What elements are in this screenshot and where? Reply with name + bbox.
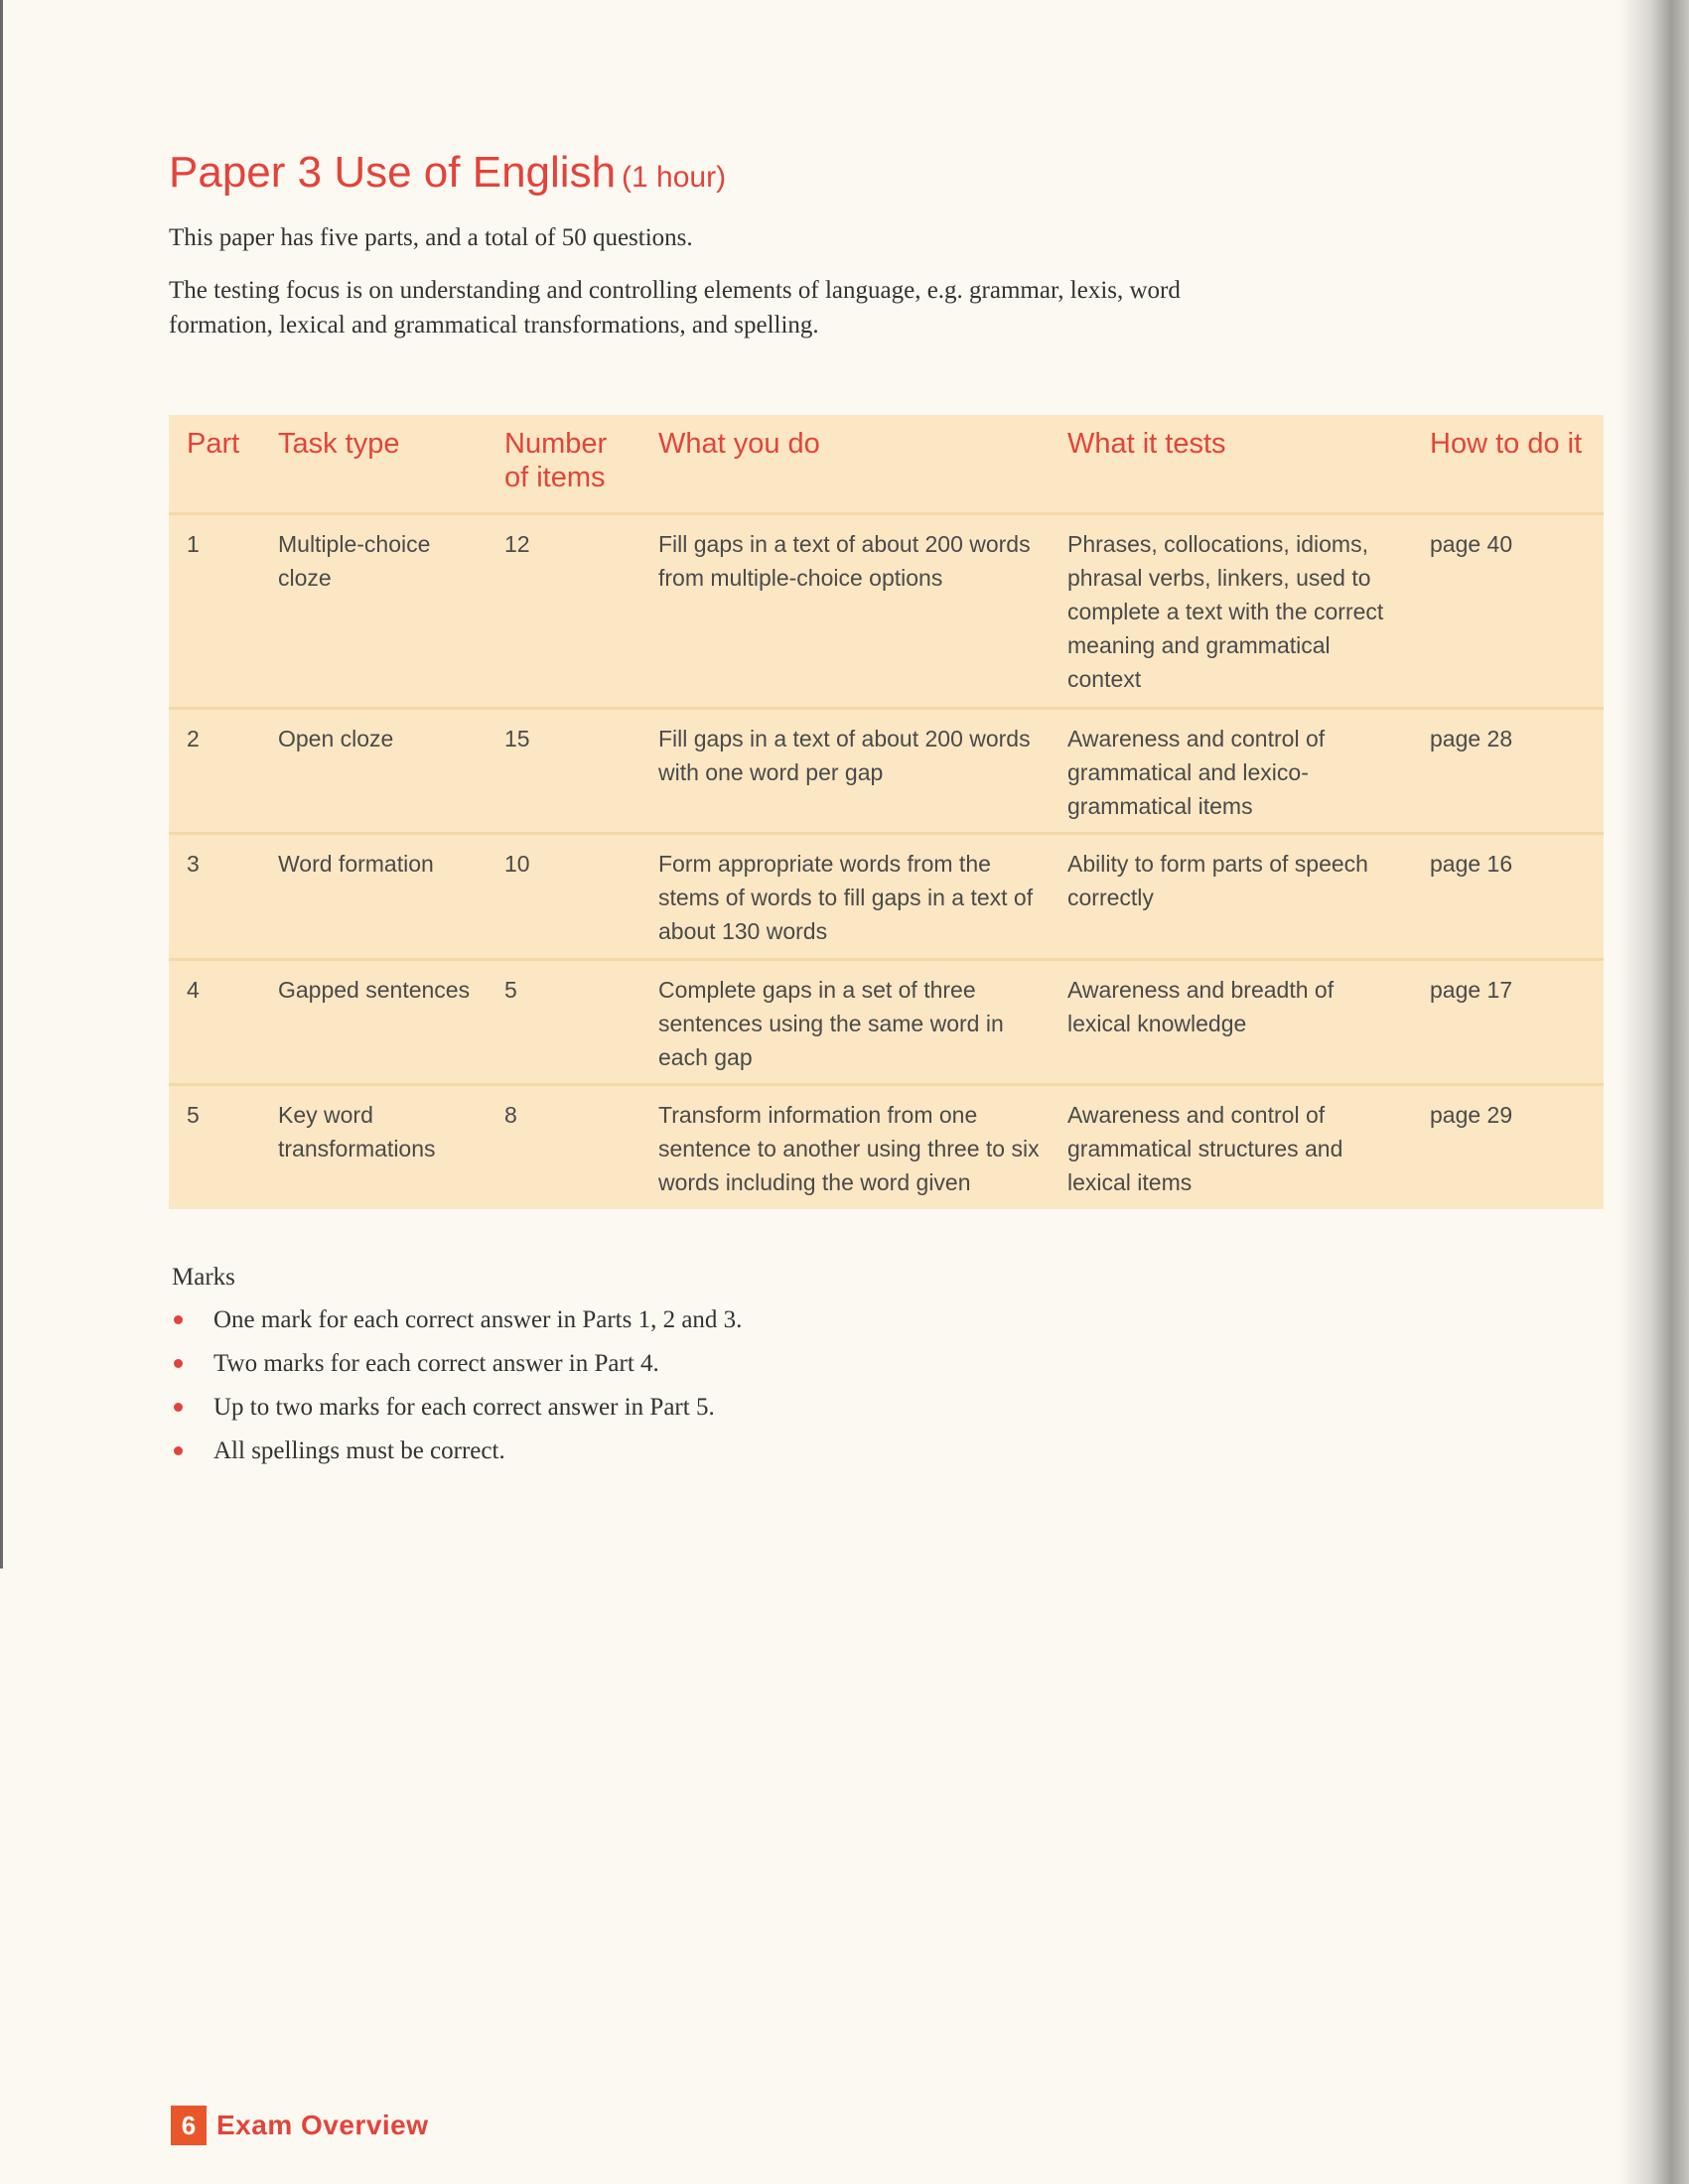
bullet-icon (174, 1315, 183, 1324)
cell-what-it-tests: Ability to form parts of speech correctly (1050, 834, 1412, 960)
page-edge-left (0, 0, 3, 1569)
bullet-icon (174, 1359, 183, 1368)
task-table (169, 415, 1604, 1209)
cell-how-to: page 17 (1412, 959, 1604, 1085)
cell-what-you-do: Fill gaps in a text of about 200 words with one word per gap (640, 708, 1050, 834)
header-part: Part (169, 415, 260, 514)
cell-items: 8 (504, 1102, 517, 1129)
intro-paragraph-2: The testing focus is on understanding and controlling elements of language, e.g. grammar, lexis, word formation, lexical and grammatical transformations, and spelling. (169, 277, 1181, 339)
cell-what-it-tests: Awareness and control of grammatical and lexico-grammatical items (1050, 708, 1412, 834)
cell-part: 4 (169, 959, 260, 1085)
header-how-to-do-it: How to do it (1412, 415, 1604, 514)
marks-list (172, 1303, 742, 1478)
list-item (172, 1347, 742, 1391)
bullet-icon (174, 1446, 183, 1455)
table-header-row (169, 415, 1604, 514)
cell-what-you-do: Transform information from one sentence to another using three to six words including the word given (658, 1102, 1040, 1196)
cell-part: 3 (169, 834, 260, 960)
cell-what-it-tests: Awareness and breadth of lexical knowledge (1050, 959, 1412, 1085)
cell-how-to: page 28 (1412, 708, 1604, 834)
cell-task-type: Open cloze (260, 708, 487, 834)
table-row (169, 514, 1604, 709)
list-item-text: One mark for each correct answer in Parts 1, 2 and 3. (213, 1306, 743, 1333)
cell-task-type: Word formation (260, 834, 487, 960)
intro-paragraph-1: This paper has five parts, and a total of 50 questions. (169, 224, 693, 251)
title-duration: (1 hour) (622, 161, 727, 194)
cell-part: 2 (169, 708, 260, 834)
cell-items: 10 (487, 834, 640, 960)
cell-how-to: page 40 (1412, 514, 1604, 709)
header-what-it-tests: What it tests (1050, 415, 1412, 514)
header-task-type: Task type (260, 415, 487, 514)
list-item (172, 1303, 742, 1347)
cell-part: 1 (169, 514, 260, 709)
cell-items: 15 (487, 708, 640, 834)
cell-task-type: Key word transformations (278, 1102, 436, 1162)
page-footer (171, 2105, 429, 2146)
table-row (169, 959, 1604, 1085)
list-item-text: Up to two marks for each correct answer in Part 5. (213, 1394, 715, 1421)
cell-how-to: page 16 (1412, 834, 1604, 960)
bullet-icon (174, 1403, 183, 1412)
table-row (169, 708, 1604, 834)
cell-what-it-tests: Awareness and control of grammatical structures and lexical items (1067, 1102, 1343, 1196)
list-item-text: All spellings must be correct. (213, 1437, 505, 1464)
list-item (172, 1391, 742, 1434)
cell-how-to: page 29 (1430, 1102, 1513, 1129)
page-title (169, 145, 726, 205)
cell-what-it-tests: Phrases, collocations, idioms, phrasal verbs, linkers, used to complete a text with the correct meaning and grammatical context (1050, 514, 1412, 709)
cell-task-type: Multiple-choice cloze (260, 514, 487, 709)
cell-what-you-do: Complete gaps in a set of three sentences using the same word in each gap (640, 959, 1050, 1085)
cell-part: 5 (187, 1102, 200, 1129)
cell-items: 12 (487, 514, 640, 709)
footer-section-name: Exam Overview (216, 2110, 429, 2140)
cell-task-type: Gapped sentences (260, 959, 487, 1085)
table-row (169, 834, 1604, 960)
cell-what-you-do: Fill gaps in a text of about 200 words from multiple-choice options (640, 514, 1050, 709)
list-item-text: Two marks for each correct answer in Part 4. (213, 1350, 659, 1377)
marks-heading: Marks (172, 1264, 235, 1291)
header-what-you-do: What you do (640, 415, 1050, 514)
cell-items: 5 (487, 959, 640, 1085)
page-edge-right (1619, 0, 1689, 2184)
header-number-of-items: Number of items (487, 415, 640, 514)
page-number: 6 (171, 2106, 207, 2145)
table-row (169, 1085, 1604, 1209)
cell-what-you-do: Form appropriate words from the stems of words to fill gaps in a text of about 130 words (640, 834, 1050, 960)
title-text: Paper 3 Use of English (169, 148, 617, 197)
list-item (172, 1434, 742, 1478)
